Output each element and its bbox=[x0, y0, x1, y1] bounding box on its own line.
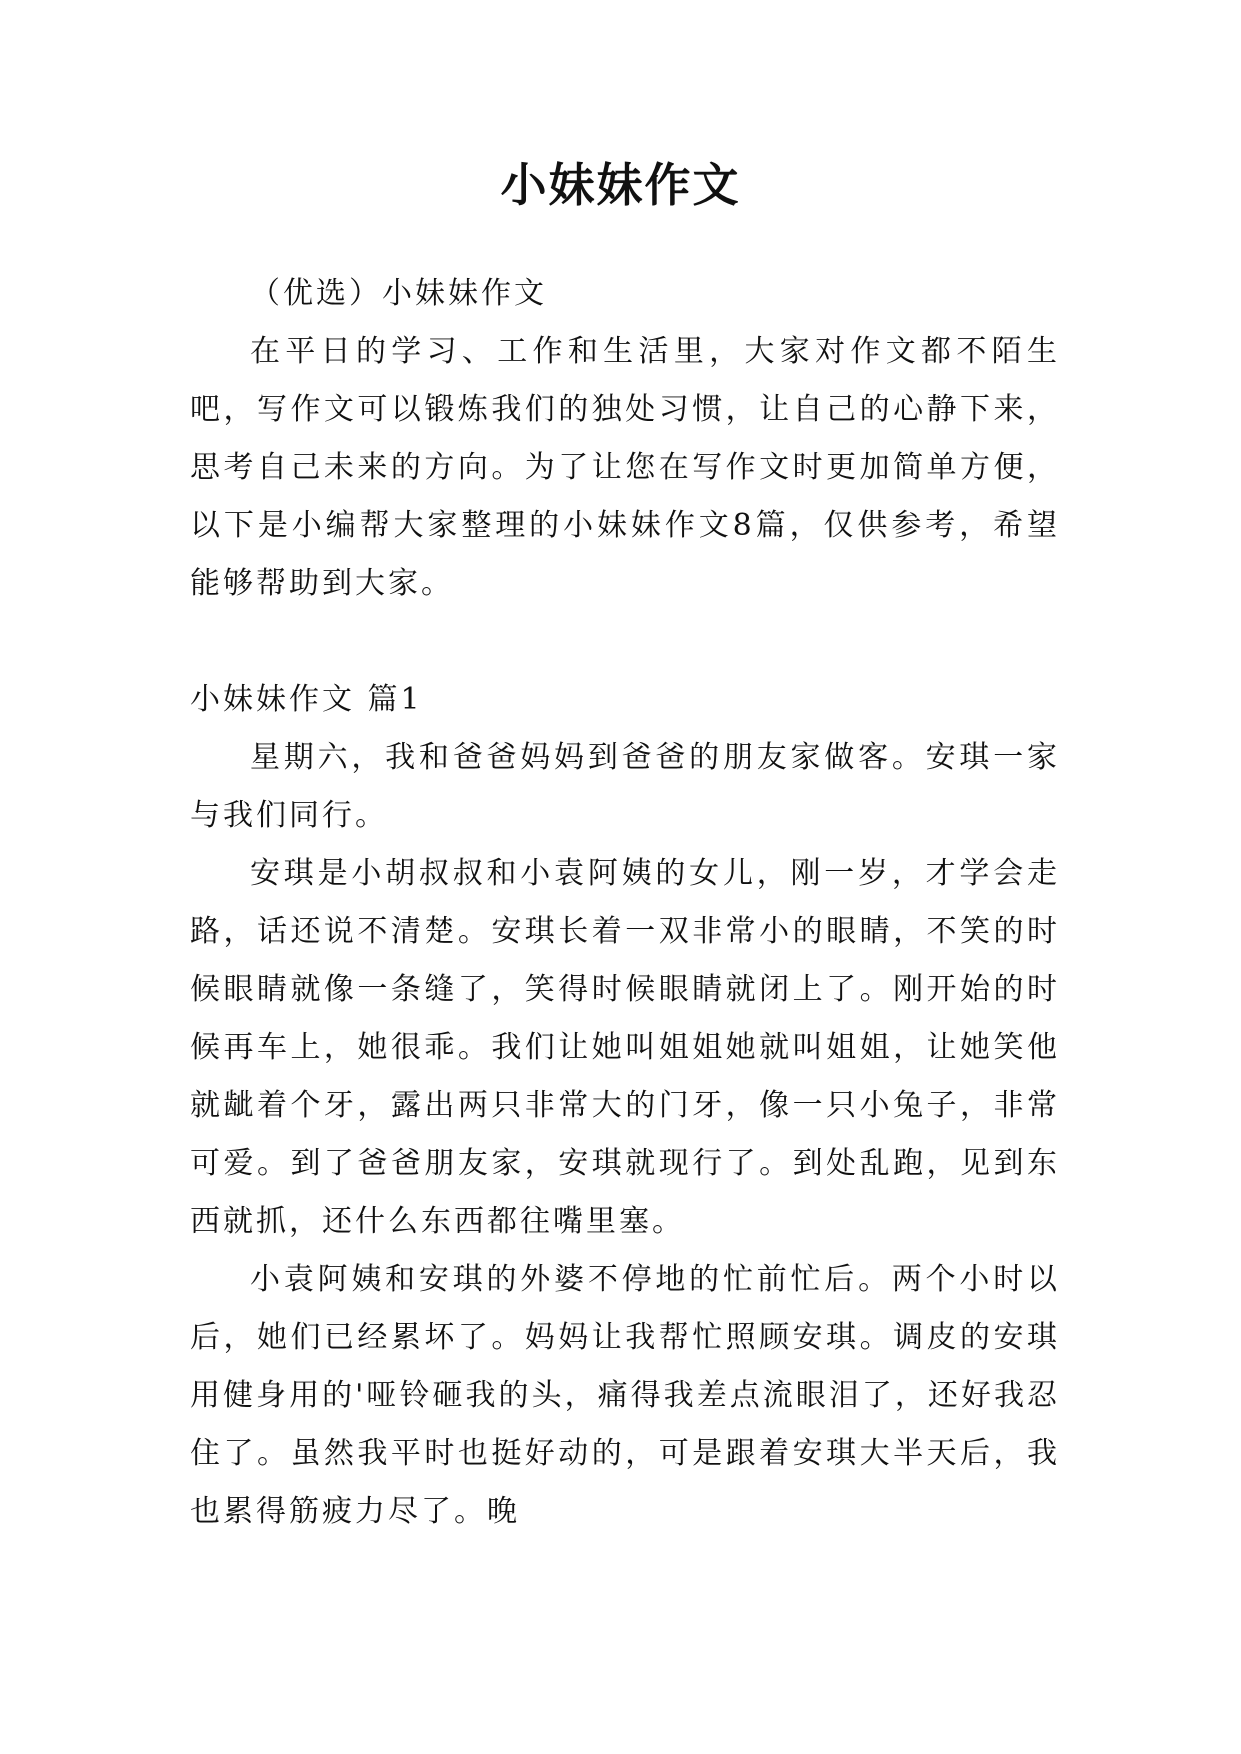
body-paragraph-2: 安琪是小胡叔叔和小袁阿姨的女儿，刚一岁，才学会走路，话还说不清楚。安琪长着一双非常小的眼睛，不笑的时候眼睛就像一条缝了，笑得时候眼睛就闭上了。刚开始的时候再车上，她很乖。我们让她叫姐姐她就叫姐姐，让她笑他就龇着个牙，露出两只非常大的门牙，像一只小兔子，非常可爱。到了爸爸朋友家，安琪就现行了。到处乱跑，见到东西就抓，还什么东西都往嘴里塞。 bbox=[190, 856, 1060, 1239]
body-paragraph-1: 星期六，我和爸爸妈妈到爸爸的朋友家做客。安琪一家与我们同行。 bbox=[190, 740, 1060, 833]
section-heading: 小妹妹作文 篇1 bbox=[190, 682, 423, 717]
document-subtitle: （优选）小妹妹作文 bbox=[250, 276, 547, 311]
intro-paragraph: 在平日的学习、工作和生活里，大家对作文都不陌生吧，写作文可以锻炼我们的独处习惯，让自己的心静下来，思考自己未来的方向。为了让您在写作文时更加简单方便，以下是小编帮大家整理的小妹妹作文8篇，仅供参考，希望能够帮助到大家。 bbox=[190, 334, 1060, 601]
body-paragraph-3: 小袁阿姨和安琪的外婆不停地的忙前忙后。两个小时以后，她们已经累坏了。妈妈让我帮忙照顾安琪。调皮的安琪用健身用的'哑铃砸我的头，痛得我差点流眼泪了，还好我忍住了。虽然我平时也挺好动的，可是跟着安琪大半天后，我也累得筋疲力尽了。晚 bbox=[190, 1262, 1060, 1529]
document-body bbox=[190, 265, 1060, 1541]
document-title: 小妹妹作文 bbox=[500, 158, 741, 212]
paragraph-spacer bbox=[190, 613, 1060, 671]
